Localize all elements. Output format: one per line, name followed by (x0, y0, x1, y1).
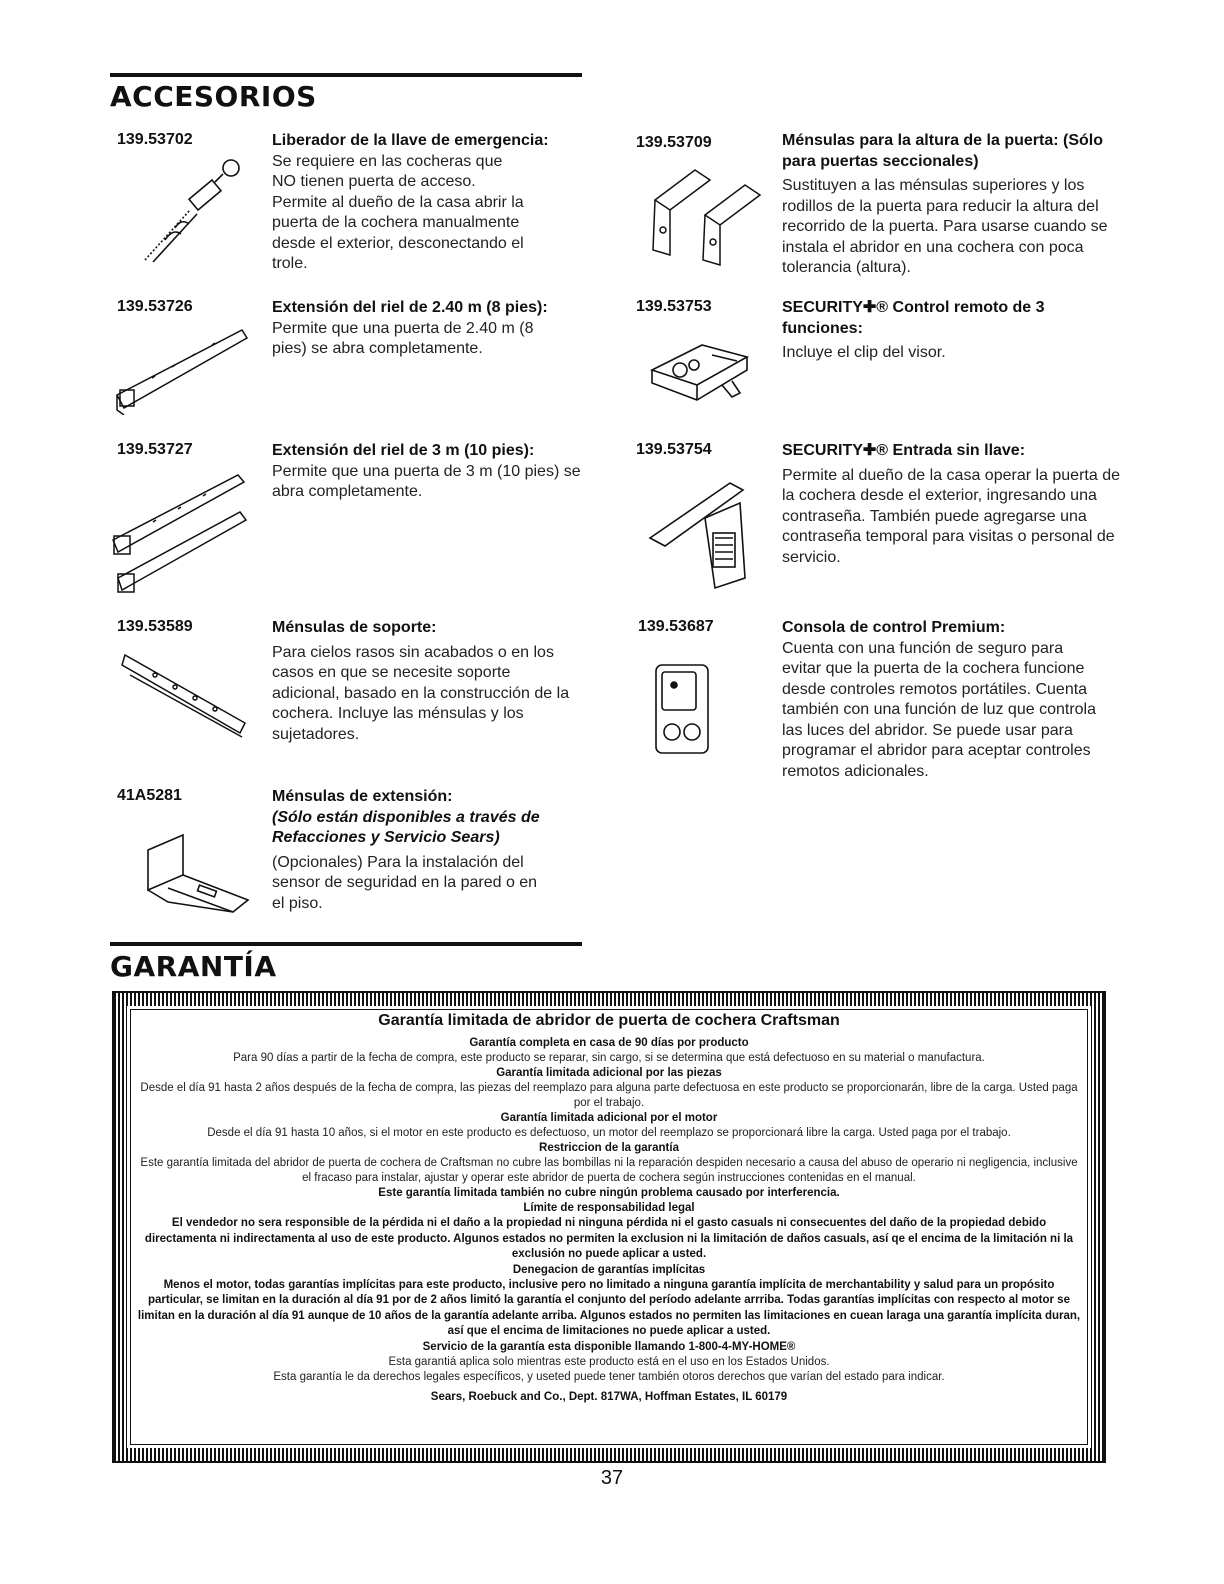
item-code: 139.53687 (638, 618, 714, 635)
warranty-paragraph: Esta garantiá aplica solo mientras este producto está en el uso en los Estados Unidos. (388, 1355, 830, 1368)
item-text (272, 787, 582, 914)
item-desc: Cuenta con una función de seguro para evitar que la puerta de la cochera funcione desde controles remotos portátiles. Cuenta también con una función de luz que controla las luces del abridor. Se puede usar para programar el abridor para aceptar controles remotos adicionales. (782, 639, 1096, 780)
item-code: 139.53709 (636, 134, 712, 151)
rail-extension-8ft-illustration (112, 320, 252, 415)
warranty-footer: Sears, Roebuck and Co., Dept. 817WA, Hoffman Estates, IL 60179 (430, 1390, 788, 1403)
item-text (272, 298, 602, 360)
section-rule-top (110, 73, 582, 77)
warranty-paragraph: Este garantía limitada del abridor de puerta de cochera de Craftsman no cubre las bombillas ni la reparación despiden necesario a causa del abuso de operario ni negligencia, inclusive el fracaso para instalar, ajustar y operar este abridor de puerta de cochera según instrucciones contenidas en el manual. (140, 1157, 1078, 1184)
item-code: 139.53754 (636, 441, 712, 458)
warranty-heading: Denegacion de garantías implícitas (512, 1263, 706, 1276)
section-rule-warranty (110, 942, 582, 946)
item-code: 139.53702 (117, 131, 193, 148)
warranty-heading: Este garantía limitada también no cubre ningún problema causado por interferencia. (378, 1187, 840, 1199)
item-text (272, 131, 602, 275)
item-desc: Permite que una puerta de 3 m (10 pies) se abra completamente. (272, 462, 581, 500)
warranty-box (112, 991, 1106, 1463)
warranty-heading: Garantía limitada adicional por las piezas (496, 1067, 722, 1079)
item-desc: Permite al dueño de la casa operar la puerta de la cochera desde el exterior, ingresando una contraseña. También puede agregarse una contraseña temporal para visitas o personal de servicio. (782, 466, 1120, 566)
emergency-key-release-illustration (135, 150, 255, 270)
item-text (782, 618, 1112, 782)
item-title: SECURITY✚® Control remoto de 3 funciones: (782, 299, 1045, 337)
warranty-heading: Restriccion de la garantía (539, 1142, 679, 1154)
door-height-brackets-illustration (635, 160, 775, 270)
item-text (782, 131, 1112, 279)
warranty-paragraph: Desde el día 91 hasta 2 años después de la fecha de compra, las piezas del reemplazo para alguna parte defectuosa en este producto se proporcionarán, libre de la carga. Usted paga por el trabajo. (140, 1082, 1078, 1109)
item-desc: (Opcionales) Para la instalación del sensor de seguridad en la pared o en el piso. (272, 853, 538, 912)
item-title: SECURITY✚® Entrada sin llave: (782, 442, 1026, 459)
accessories-title: ACCESORIOS (110, 80, 317, 113)
item-text (272, 618, 582, 745)
keyless-entry-illustration (645, 478, 755, 593)
item-desc: Se requiere en las cocheras que NO tienen puerta de acceso. Permite al dueño de la casa abrir la puerta de la cochera manualmente desde el exterior, desconectando el trole. (272, 152, 524, 272)
warranty-content (130, 1009, 1088, 1445)
item-desc: Para cielos rasos sin acabados o en los casos en que se necesite soporte adicional, basado en la construcción de la cochera. Incluye las ménsulas y los sujetadores. (272, 643, 570, 743)
item-title: Ménsulas para la altura de la puerta: (Sólo para puertas seccionales) (782, 132, 1103, 170)
warranty-bold-paragraph: El vendedor no sera responsible de la pérdida ni el daño a la propiedad ni ninguna pérdida ni el gasto casuals ni consecuentes del daño de la propiedad debido directamenta ni indirectamenta al uso de este producto. Algunos estados no permiten la exclusion ni la limitación de daños casuals, así qe el encima de la limitación ni la exclusión no puede aplicar a usted. (144, 1217, 1074, 1260)
warranty-bold-paragraph: Menos el motor, todas garantías implícitas para este producto, inclusive pero no limitado a ninguna garantía implícita de merchantability y salud para un propósito particular, se limitan en la duración al día 91 por de 2 años limitó la garantía el conjunto del período adelante arrriba. Todas garantías implícitas con respecto al motor se limitan en la duración al día 91 aunque de 10 años de la garantía adelante arriba. Algunos estados no permiten las limitaciones en cuean laraga una garantía implícita duran, así que el encima de limitaciones no puede aplicar a usted. (137, 1278, 1081, 1337)
page-number: 37 (600, 1467, 624, 1489)
item-text (782, 298, 1112, 364)
item-title: Ménsulas de soporte: (272, 619, 437, 636)
support-brackets-illustration (120, 645, 250, 740)
item-desc: Permite que una puerta de 2.40 m (8 pies) se abra completamente. (272, 319, 534, 357)
item-title: Extensión del riel de 3 m (10 pies): (272, 442, 535, 459)
warranty-title: GARANTÍA (110, 950, 277, 983)
item-title: Ménsulas de extensión: (272, 788, 453, 805)
item-code: 139.53727 (117, 441, 193, 458)
item-text (272, 441, 607, 503)
item-code: 139.53589 (117, 618, 193, 635)
item-code: 139.53753 (636, 298, 712, 315)
warranty-paragraph: Para 90 días a partir de la fecha de compra, este producto se reparar, sin cargo, si se determina que está defectuoso en su material o manufactura. (233, 1052, 985, 1064)
item-text (782, 441, 1127, 568)
warranty-heading: Garantía completa en casa de 90 días por producto (469, 1037, 749, 1049)
item-title: Liberador de la llave de emergencia: (272, 132, 549, 149)
warranty-paragraph: Desde el día 91 hasta 10 años, si el motor en este producto es defectuoso, un motor del reemplazo se proporcionará libre la carga. Usted paga por el trabajo. (207, 1127, 1011, 1139)
warranty-heading: Límite de responsabilidad legal (523, 1202, 695, 1214)
item-desc: Incluye el clip del visor. (782, 344, 946, 361)
premium-control-console-illustration (648, 660, 723, 760)
warranty-paragraph: Esta garantía le da derechos legales específicos, y useted puede tener también otoros derechos que varían del estado para indicar. (273, 1370, 945, 1383)
rail-extension-10ft-illustration (108, 460, 253, 595)
warranty-main-heading: Garantía limitada de abridor de puerta de cochera Craftsman (378, 1012, 840, 1029)
warranty-heading: Servicio de la garantía esta disponible llamando 1-800-4-MY-HOME® (422, 1340, 796, 1353)
extension-brackets-illustration (138, 830, 258, 920)
item-code: 139.53726 (117, 298, 193, 315)
item-subtitle: (Sólo están disponibles a través de Refacciones y Servicio Sears) (272, 808, 540, 846)
warranty-heading: Garantía limitada adicional por el motor (500, 1112, 718, 1124)
remote-control-illustration (642, 335, 772, 415)
item-desc: Sustituyen a las ménsulas superiores y los rodillos de la puerta para reducir la altura del recorrido de la puerta. Para usarse cuando se instala el abridor en una cochera con poca tolerancia (altura). (782, 177, 1108, 276)
item-title: Consola de control Premium: (782, 619, 1006, 636)
item-code: 41A5281 (117, 787, 182, 804)
item-title: Extensión del riel de 2.40 m (8 pies): (272, 299, 548, 316)
